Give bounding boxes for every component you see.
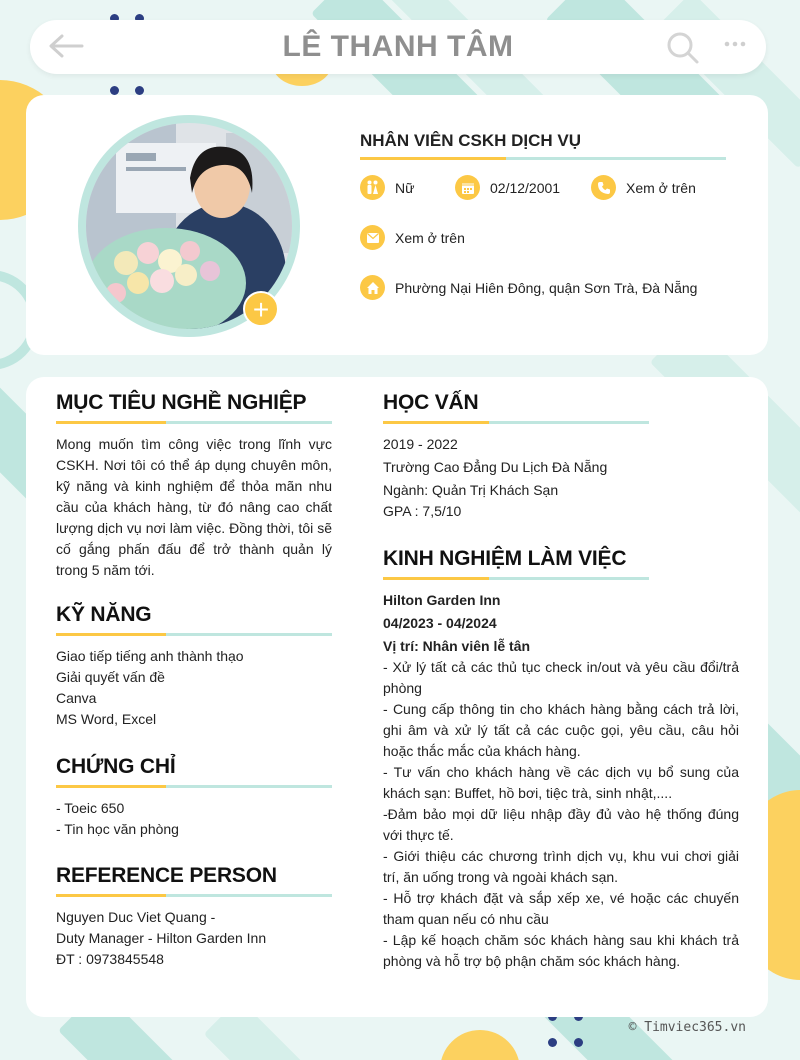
reference-line: Nguyen Duc Viet Quang -: [56, 909, 216, 925]
email-text: Xem ở trên: [395, 229, 465, 246]
skill-item: Giao tiếp tiếng anh thành thạo: [56, 648, 244, 664]
add-photo-button[interactable]: +: [243, 291, 279, 327]
section-underline: [383, 577, 649, 580]
phone-info: [591, 175, 696, 200]
section-underline: [56, 785, 332, 788]
objective-section: [56, 391, 332, 581]
objective-text: Mong muốn tìm công việc trong lĩnh vực CSKH. Nơi tôi có thể áp dụng chuyên môn, kỹ năng và kinh nghiệm để thỏa mãn nhu cầu của khách hàng, từ đó nâng cao chất lượng dịch vụ nơi làm việc. Đồng thời, tôi sẽ cố gắng phấn đấu để trở thành quản lý trong 5 năm tới.: [56, 436, 332, 578]
skill-item: MS Word, Excel: [56, 711, 157, 727]
education-period: 2019 - 2022: [383, 436, 458, 452]
experience-duty: -Đảm bảo mọi dữ liệu nhập đầy đủ vào hệ thống đúng với thực tế.: [383, 806, 739, 843]
phone-text: Xem ở trên: [626, 179, 696, 196]
skills-heading: KỸ NĂNG: [56, 603, 152, 626]
search-icon[interactable]: [666, 31, 700, 70]
address-info: [360, 275, 697, 300]
education-school: Trường Cao Đẳng Du Lịch Đà Nẵng: [383, 459, 608, 475]
experience-position: Vị trí: Nhân viên lễ tân: [383, 638, 531, 654]
section-underline: [56, 633, 332, 636]
education-section: [383, 391, 739, 522]
objective-heading: MỤC TIÊU NGHỀ NGHIỆP: [56, 391, 307, 414]
job-title: NHÂN VIÊN CSKH DỊCH VỤ: [360, 131, 582, 150]
experience-duty: - Xử lý tất cả các thủ tục check in/out và yêu cầu đổi/trả phòng: [383, 659, 739, 696]
profile-card: [26, 95, 768, 355]
education-gpa: GPA : 7,5/10: [383, 503, 462, 519]
experience-period: 04/2023 - 04/2024: [383, 615, 497, 631]
certificate-item: - Tin học văn phòng: [56, 821, 179, 837]
experience-duty: - Cung cấp thông tin cho khách hàng bằng cách trả lời, ghi âm và xử lý tất cả các cuộc gọi, yêu cầu, câu hỏi hoặc thắc mắc của khách hàng.: [383, 701, 739, 759]
calendar-icon: [455, 175, 480, 200]
reference-section: [56, 864, 332, 970]
section-underline: [383, 421, 649, 424]
top-bar: [30, 20, 766, 74]
more-options-icon[interactable]: [724, 37, 746, 56]
home-icon: [360, 275, 385, 300]
experience-duty: - Lập kế hoạch chăm sóc khách hàng sau khi khách trả phòng và hỗ trợ bộ phận chăm sóc khách hàng.: [383, 932, 739, 969]
skills-section: [56, 603, 332, 730]
footer-credit: © Timviec365.vn: [628, 1020, 746, 1035]
reference-line: Duty Manager - Hilton Garden Inn: [56, 930, 267, 946]
education-heading: HỌC VẤN: [383, 391, 479, 414]
reference-heading: REFERENCE PERSON: [56, 864, 277, 887]
experience-section: [383, 547, 739, 972]
section-underline: [56, 421, 332, 424]
gender-icon: [360, 175, 385, 200]
certificates-section: [56, 755, 332, 840]
experience-duty: - Giới thiệu các chương trình dịch vụ, khu vui chơi giải trí, ăn uống trong và ngoài khách sạn.: [383, 848, 739, 885]
email-info: [360, 225, 465, 250]
certificates-heading: CHỨNG CHỈ: [56, 755, 176, 778]
experience-company: Hilton Garden Inn: [383, 592, 501, 608]
gender-info: [360, 175, 414, 200]
phone-icon: [591, 175, 616, 200]
section-underline: [56, 894, 332, 897]
experience-duty: - Tư vấn cho khách hàng về các dịch vụ bổ sung của khách sạn: Buffet, hồ bơi, tiệc trà, sinh nhật,....: [383, 764, 739, 801]
dob-info: [455, 175, 560, 200]
certificate-item: - Toeic 650: [56, 800, 125, 816]
dob-text: 02/12/2001: [490, 179, 561, 196]
mail-icon: [360, 225, 385, 250]
skill-item: Canva: [56, 690, 97, 706]
gender-text: Nữ: [395, 179, 415, 196]
title-underline: [360, 157, 726, 160]
reference-phone: ĐT : 0973845548: [56, 951, 164, 967]
experience-duty: - Hỗ trợ khách đặt và sắp xếp xe, vé hoặc các chuyến tham quan nếu có nhu cầu: [383, 890, 739, 927]
education-major: Ngành: Quản Trị Khách Sạn: [383, 482, 559, 498]
main-card: [26, 377, 768, 1017]
skill-item: Giải quyết vấn đề: [56, 669, 165, 685]
page-title: LÊ THANH TÂM: [282, 30, 514, 63]
address-text: Phường Nại Hiên Đông, quận Sơn Trà, Đà Nẵng: [395, 279, 698, 296]
experience-heading: KINH NGHIỆM LÀM VIỆC: [383, 547, 627, 570]
